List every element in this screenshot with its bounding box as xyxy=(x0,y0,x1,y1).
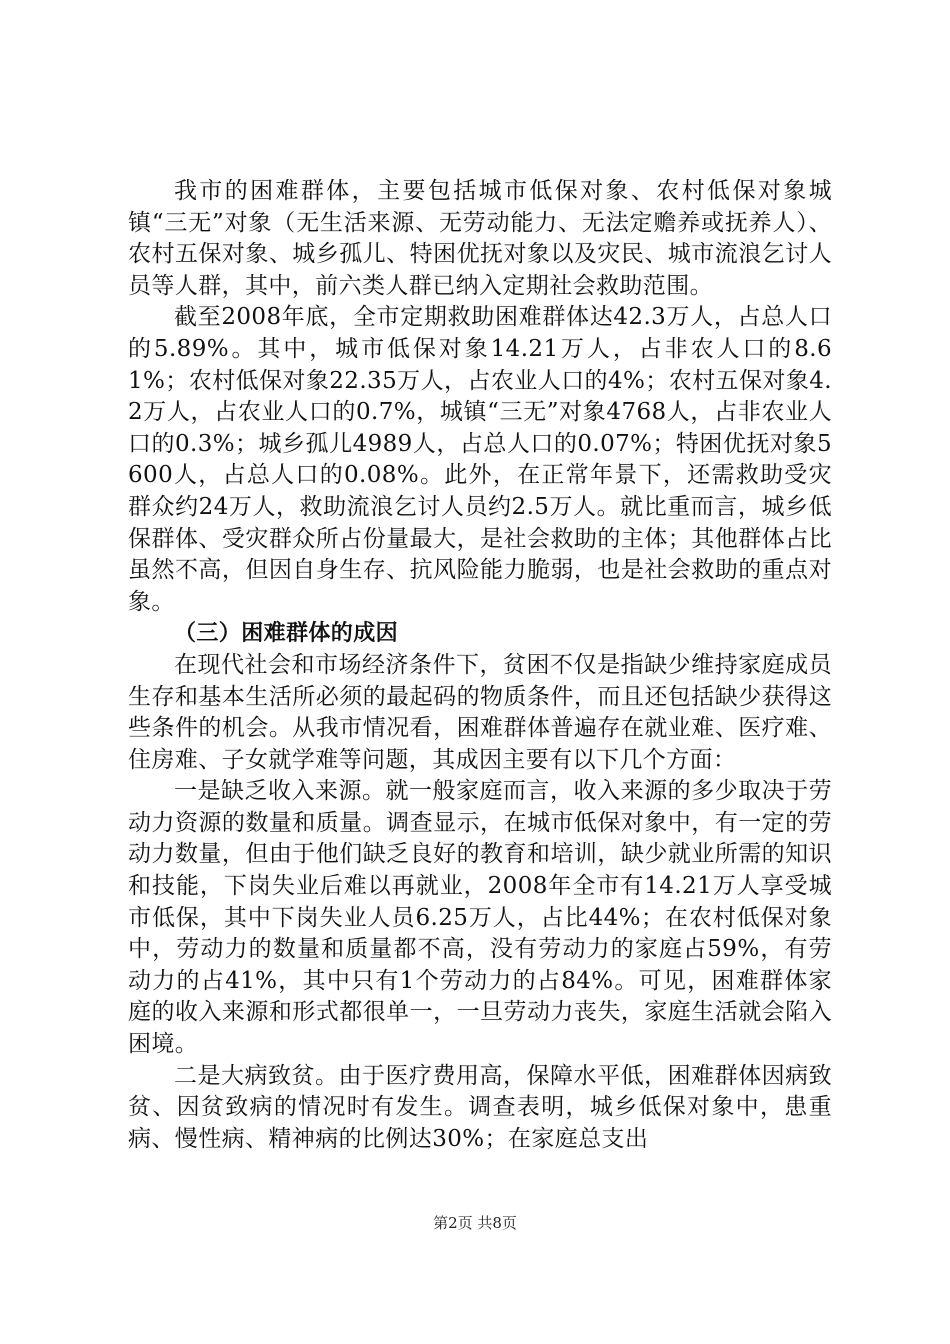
paragraph-poverty-definition: 在现代社会和市场经济条件下，贫困不仅是指缺少维持家庭成员生存和基本生活所必须的最起码的物质条件，而且还包括缺少获得这些条件的机会。从我市情况看，困难群体普遍存在就业难、医疗难、住房难、子女就学难等问题，其成因主要有以下几个方面： xyxy=(128,651,832,773)
section-heading-causes: （三）困难群体的成因 xyxy=(174,621,399,647)
paragraph-hardship-groups: 我市的困难群体，主要包括城市低保对象、农村低保对象城镇“三无”对象（无生活来源、无劳动能力、无法定赡养或抚养人）、农村五保对象、城乡孤儿、特困优抚对象以及灾民、城市流浪乞讨人员等人群，其中，前六类人群已纳入定期社会救助范围。 xyxy=(128,178,832,299)
page-footer: 第2页 共8页 xyxy=(433,1214,517,1232)
paragraph-lack-of-income: 一是缺乏收入来源。就一般家庭而言，收入来源的多少取决于劳动力资源的数量和质量。调查显示，在城市低保对象中，有一定的劳动力数量，但由于他们缺乏良好的教育和培训，缺少就业所需的知识和技能，下岗失业后难以再就业，2008年全市有14.21万人享受城市低保，其中下岗失业人员6.25万人，占比44%；在农村低保对象中，劳动力的数量和质量都不高，没有劳动力的家庭占59%，有劳动力的占41%，其中只有1个劳动力的占84%。可见，困难群体家庭的收入来源和形式都很单一，一旦劳动力丧失，家庭生活就会陷入困境。 xyxy=(128,778,832,1058)
paragraph-illness-poverty: 二是大病致贫。由于医疗费用高，保障水平低，困难群体因病致贫、因贫致病的情况时有发生。调查表明，城乡低保对象中，患重病、慢性病、精神病的比例达30%；在家庭总支出 xyxy=(128,1062,832,1152)
document-body xyxy=(128,176,832,1155)
paragraph-statistics-2008: 截至2008年底，全市定期救助困难群体达42.3万人，占总人口的5.89%。其中，城市低保对象14.21万人，占非农人口的8.61%；农村低保对象22.35万人，占农业人口的4%；农村五保对象4.2万人，占农业人口的0.7%，城镇“三无”对象4768人，占非农业人口的0.3%；城乡孤儿4989人，占总人口的0.07%；特困优抚对象5600人，占总人口的0.08%。此外，在正常年景下，还需救助受灾群众约24万人，救助流浪乞讨人员约2.5万人。就比重而言，城乡低保群体、受灾群众所占份量最大，是社会救助的主体；其他群体占比虽然不高，但因自身生存、抗风险能力脆弱，也是社会救助的重点对象。 xyxy=(128,304,832,615)
